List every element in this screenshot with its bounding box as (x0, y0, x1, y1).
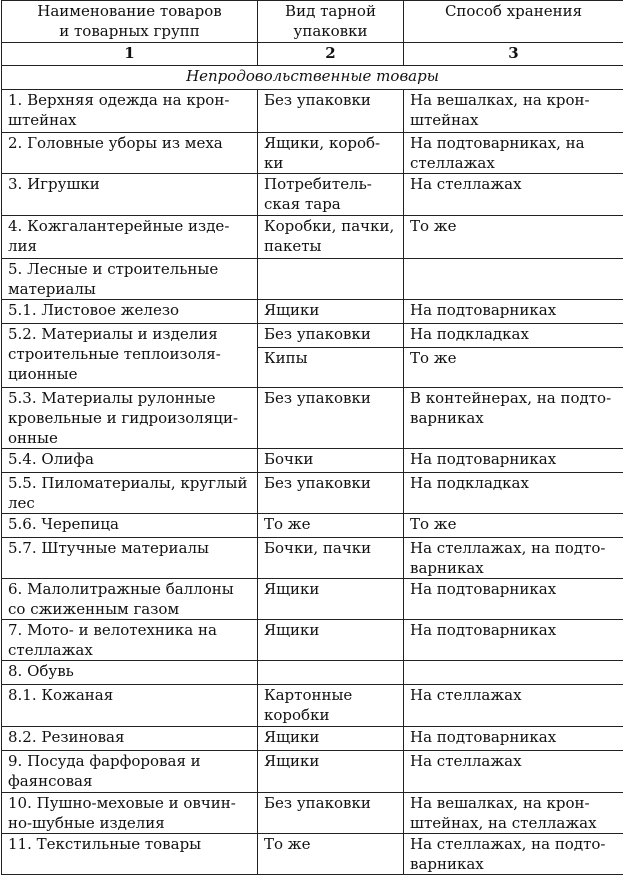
column-number-row (2, 43, 623, 66)
header-row (2, 1, 623, 43)
packaging-cell: Ящики (258, 751, 404, 793)
table-row (2, 834, 623, 875)
table-row (2, 90, 623, 133)
table-row (2, 216, 623, 259)
table-row (2, 727, 623, 751)
table-row (2, 579, 623, 620)
table-row (2, 324, 623, 348)
product-name-cell: 8. Обувь (2, 661, 258, 685)
table-row (2, 300, 623, 324)
packaging-cell (258, 661, 404, 685)
table-row (2, 751, 623, 793)
product-name-cell: 9. Посуда фарфоровая и фаянсовая (2, 751, 258, 793)
packaging-cell: Потребитель- ская тара (258, 174, 404, 216)
table-row (2, 661, 623, 685)
storage-cell: На стеллажах (404, 685, 623, 727)
storage-cell: На вешалках, на крон- штейнах, на стеллажах (404, 793, 623, 834)
table-body (2, 66, 623, 875)
storage-cell: На вешалках, на крон- штейнах (404, 90, 623, 133)
header-packaging: Вид тарной упаковки (258, 1, 404, 43)
column-number-3: 3 (404, 43, 623, 66)
column-number-2: 2 (258, 43, 404, 66)
product-name-cell: 2. Головные уборы из меха (2, 133, 258, 174)
packaging-cell: Кипы (258, 348, 404, 388)
table-row (2, 388, 623, 449)
product-name-cell: 8.1. Кожаная (2, 685, 258, 727)
storage-cell: На подтоварниках (404, 727, 623, 751)
packaging-cell: То же (258, 834, 404, 875)
product-name-cell: 5. Лесные и строительные материалы (2, 259, 258, 300)
packaging-cell: Бочки (258, 449, 404, 473)
table-row (2, 685, 623, 727)
column-number-1: 1 (2, 43, 258, 66)
table-row (2, 514, 623, 538)
packaging-cell: Коробки, пачки, пакеты (258, 216, 404, 259)
product-name-cell: 6. Малолитражные баллоны со сжиженным газом (2, 579, 258, 620)
packaging-cell: Ящики (258, 579, 404, 620)
product-name-cell: 5.3. Материалы рулонные кровельные и гидроизоляци- онные (2, 388, 258, 449)
product-name-cell: 11. Текстильные товары (2, 834, 258, 875)
product-name-cell: 5.6. Черепица (2, 514, 258, 538)
storage-cell (404, 259, 623, 300)
packaging-cell: Без упаковки (258, 90, 404, 133)
storage-cell: То же (404, 514, 623, 538)
table-row (2, 133, 623, 174)
storage-cell: На стеллажах (404, 174, 623, 216)
packaging-cell: Без упаковки (258, 324, 404, 348)
storage-cell: То же (404, 348, 623, 388)
table-row (2, 473, 623, 514)
product-name-cell: 3. Игрушки (2, 174, 258, 216)
header-storage-method: Способ хранения (404, 1, 623, 43)
table-row (2, 620, 623, 661)
packaging-cell: Без упаковки (258, 793, 404, 834)
storage-cell: На подтоварниках (404, 579, 623, 620)
storage-cell: На подкладках (404, 324, 623, 348)
storage-cell: На подкладках (404, 473, 623, 514)
packaging-cell: Бочки, пачки (258, 538, 404, 579)
packaging-cell: Без упаковки (258, 473, 404, 514)
storage-cell: На подтоварниках (404, 300, 623, 324)
storage-cell: В контейнерах, на подто- варниках (404, 388, 623, 449)
storage-table (1, 0, 623, 875)
product-name-cell: 7. Мото- и велотехника на стеллажах (2, 620, 258, 661)
storage-cell: На стеллажах, на подто- варниках (404, 834, 623, 875)
product-name-cell: 1. Верхняя одежда на крон- штейнах (2, 90, 258, 133)
product-name-cell: 8.2. Резиновая (2, 727, 258, 751)
packaging-cell: Картонные коробки (258, 685, 404, 727)
table-row (2, 259, 623, 300)
packaging-cell: Ящики (258, 620, 404, 661)
packaging-cell (258, 259, 404, 300)
storage-cell: На подтоварниках (404, 449, 623, 473)
storage-cell: На стеллажах, на подто- варниках (404, 538, 623, 579)
packaging-cell: Ящики (258, 300, 404, 324)
table-row (2, 793, 623, 834)
section-row (2, 66, 623, 90)
product-name-cell: 4. Кожгалантерейные изде- лия (2, 216, 258, 259)
packaging-cell: Ящики, короб- ки (258, 133, 404, 174)
storage-cell: То же (404, 216, 623, 259)
product-name-cell: 5.1. Листовое железо (2, 300, 258, 324)
table-row (2, 449, 623, 473)
product-name-cell: 5.4. Олифа (2, 449, 258, 473)
packaging-cell: То же (258, 514, 404, 538)
product-name-cell: 10. Пушно-меховые и овчин- но-шубные изделия (2, 793, 258, 834)
storage-cell: На подтоварниках (404, 620, 623, 661)
packaging-cell: Ящики (258, 727, 404, 751)
packaging-cell: Без упаковки (258, 388, 404, 449)
product-name-cell: 5.2. Материалы и изделия строительные теплоизоля- ционные (2, 324, 258, 388)
product-name-cell: 5.5. Пиломатериалы, круглый лес (2, 473, 258, 514)
table-row (2, 538, 623, 579)
storage-cell: На стеллажах (404, 751, 623, 793)
section-title: Непродовольственные товары (2, 66, 623, 90)
header-product-name: Наименование товаров и товарных групп (2, 1, 258, 43)
storage-cell: На подтоварниках, на стеллажах (404, 133, 623, 174)
table-row (2, 174, 623, 216)
product-name-cell: 5.7. Штучные материалы (2, 538, 258, 579)
storage-cell (404, 661, 623, 685)
